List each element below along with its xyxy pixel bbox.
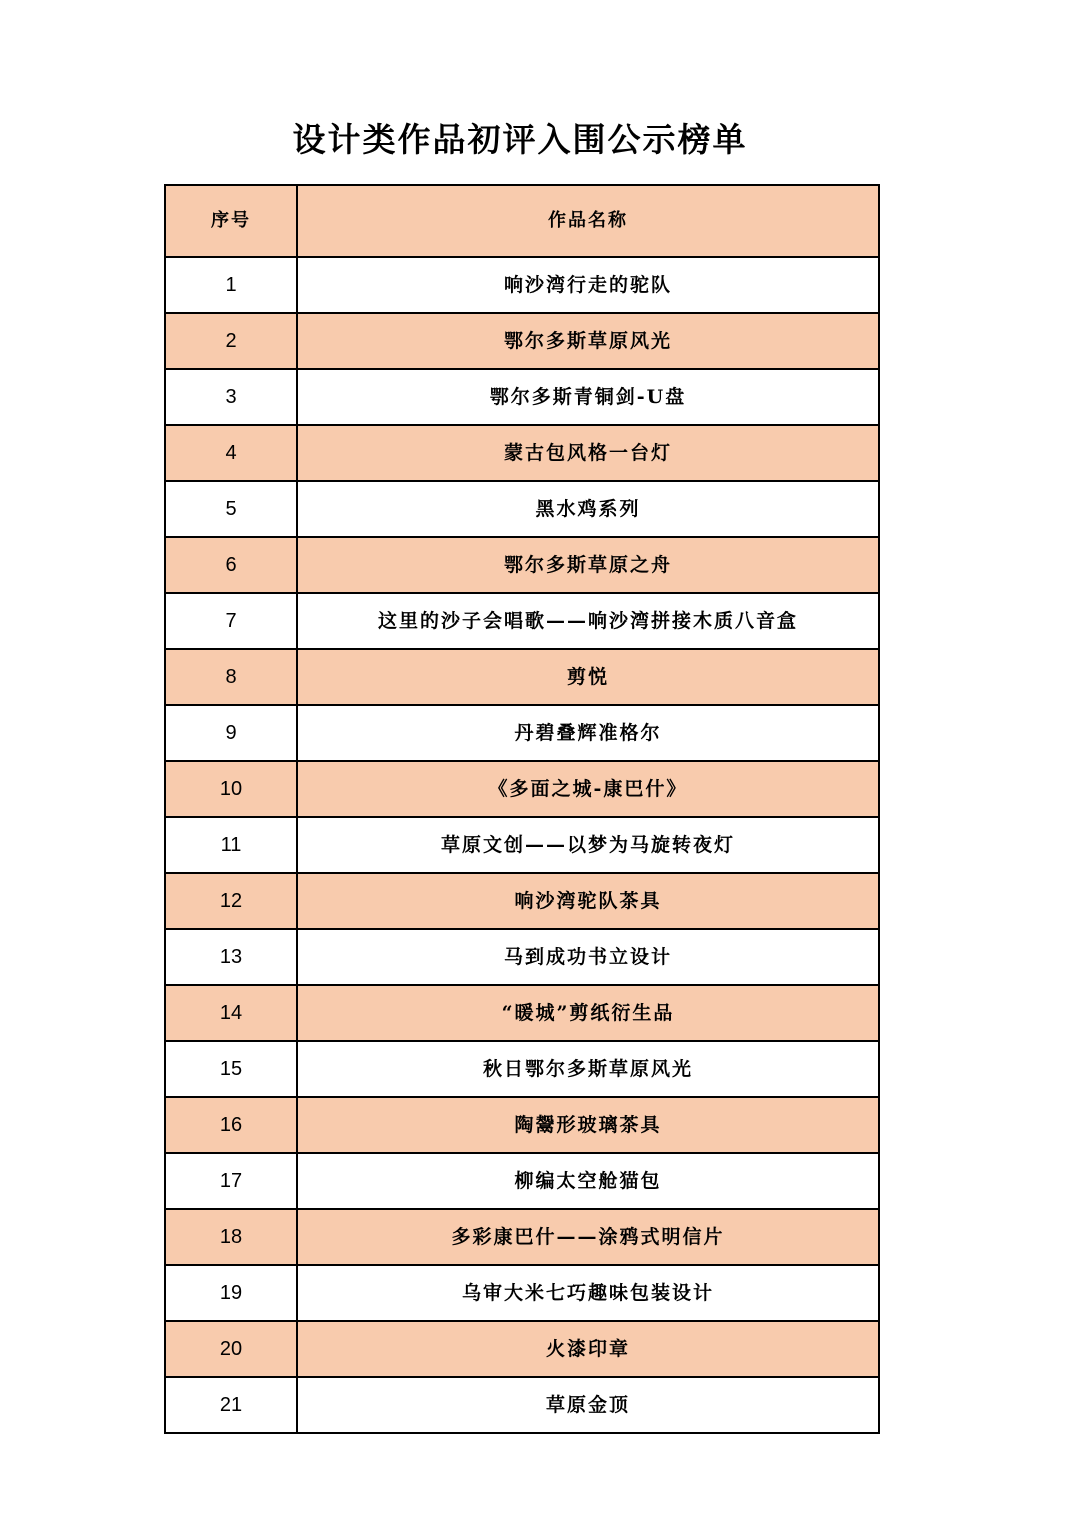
row-serial-number: 8 bbox=[165, 649, 297, 705]
row-work-name: 鄂尔多斯草原之舟 bbox=[297, 537, 879, 593]
table-row bbox=[165, 705, 879, 761]
row-serial-number: 11 bbox=[165, 817, 297, 873]
row-serial-number: 21 bbox=[165, 1377, 297, 1433]
table-header-row bbox=[165, 185, 879, 257]
table-row bbox=[165, 425, 879, 481]
table-row bbox=[165, 929, 879, 985]
table-row bbox=[165, 1265, 879, 1321]
shortlist-table bbox=[164, 184, 880, 1434]
row-work-name: 马到成功书立设计 bbox=[297, 929, 879, 985]
row-work-name: 火漆印章 bbox=[297, 1321, 879, 1377]
row-work-name: 秋日鄂尔多斯草原风光 bbox=[297, 1041, 879, 1097]
row-serial-number: 18 bbox=[165, 1209, 297, 1265]
row-work-name: 草原金顶 bbox=[297, 1377, 879, 1433]
row-work-name: 鄂尔多斯青铜剑-U盘 bbox=[297, 369, 879, 425]
row-work-name: “暖城”剪纸衍生品 bbox=[297, 985, 879, 1041]
table-row bbox=[165, 1209, 879, 1265]
table-row bbox=[165, 593, 879, 649]
table-row bbox=[165, 369, 879, 425]
row-work-name: 这里的沙子会唱歌——响沙湾拼接木质八音盒 bbox=[297, 593, 879, 649]
row-work-name: 陶鬶形玻璃茶具 bbox=[297, 1097, 879, 1153]
page-title: 设计类作品初评入围公示榜单 bbox=[292, 120, 748, 159]
row-serial-number: 5 bbox=[165, 481, 297, 537]
header-work-name: 作品名称 bbox=[297, 185, 879, 257]
row-serial-number: 12 bbox=[165, 873, 297, 929]
row-work-name: 黑水鸡系列 bbox=[297, 481, 879, 537]
row-serial-number: 9 bbox=[165, 705, 297, 761]
row-serial-number: 16 bbox=[165, 1097, 297, 1153]
table-row bbox=[165, 481, 879, 537]
row-work-name: 多彩康巴什——涂鸦式明信片 bbox=[297, 1209, 879, 1265]
table-row bbox=[165, 257, 879, 313]
row-serial-number: 2 bbox=[165, 313, 297, 369]
row-serial-number: 7 bbox=[165, 593, 297, 649]
table-row bbox=[165, 873, 879, 929]
row-work-name: 蒙古包风格一台灯 bbox=[297, 425, 879, 481]
table-row bbox=[165, 985, 879, 1041]
table-row bbox=[165, 649, 879, 705]
table-row bbox=[165, 1377, 879, 1433]
row-serial-number: 13 bbox=[165, 929, 297, 985]
row-work-name: 响沙湾驼队茶具 bbox=[297, 873, 879, 929]
row-serial-number: 10 bbox=[165, 761, 297, 817]
row-serial-number: 19 bbox=[165, 1265, 297, 1321]
row-work-name: 《多面之城-康巴什》 bbox=[297, 761, 879, 817]
row-serial-number: 17 bbox=[165, 1153, 297, 1209]
row-work-name: 乌审大米七巧趣味包装设计 bbox=[297, 1265, 879, 1321]
table-row bbox=[165, 1153, 879, 1209]
table-row bbox=[165, 1321, 879, 1377]
table-row bbox=[165, 313, 879, 369]
table-row bbox=[165, 537, 879, 593]
row-work-name: 剪悦 bbox=[297, 649, 879, 705]
row-serial-number: 20 bbox=[165, 1321, 297, 1377]
table-row bbox=[165, 1097, 879, 1153]
table-body bbox=[165, 257, 879, 1433]
row-serial-number: 6 bbox=[165, 537, 297, 593]
row-work-name: 鄂尔多斯草原风光 bbox=[297, 313, 879, 369]
table-row bbox=[165, 1041, 879, 1097]
row-work-name: 响沙湾行走的驼队 bbox=[297, 257, 879, 313]
row-serial-number: 15 bbox=[165, 1041, 297, 1097]
row-serial-number: 14 bbox=[165, 985, 297, 1041]
row-work-name: 草原文创——以梦为马旋转夜灯 bbox=[297, 817, 879, 873]
header-serial-number: 序号 bbox=[165, 185, 297, 257]
row-serial-number: 1 bbox=[165, 257, 297, 313]
table-row bbox=[165, 761, 879, 817]
row-serial-number: 3 bbox=[165, 369, 297, 425]
row-serial-number: 4 bbox=[165, 425, 297, 481]
row-work-name: 柳编太空舱猫包 bbox=[297, 1153, 879, 1209]
row-work-name: 丹碧叠辉准格尔 bbox=[297, 705, 879, 761]
table-row bbox=[165, 817, 879, 873]
